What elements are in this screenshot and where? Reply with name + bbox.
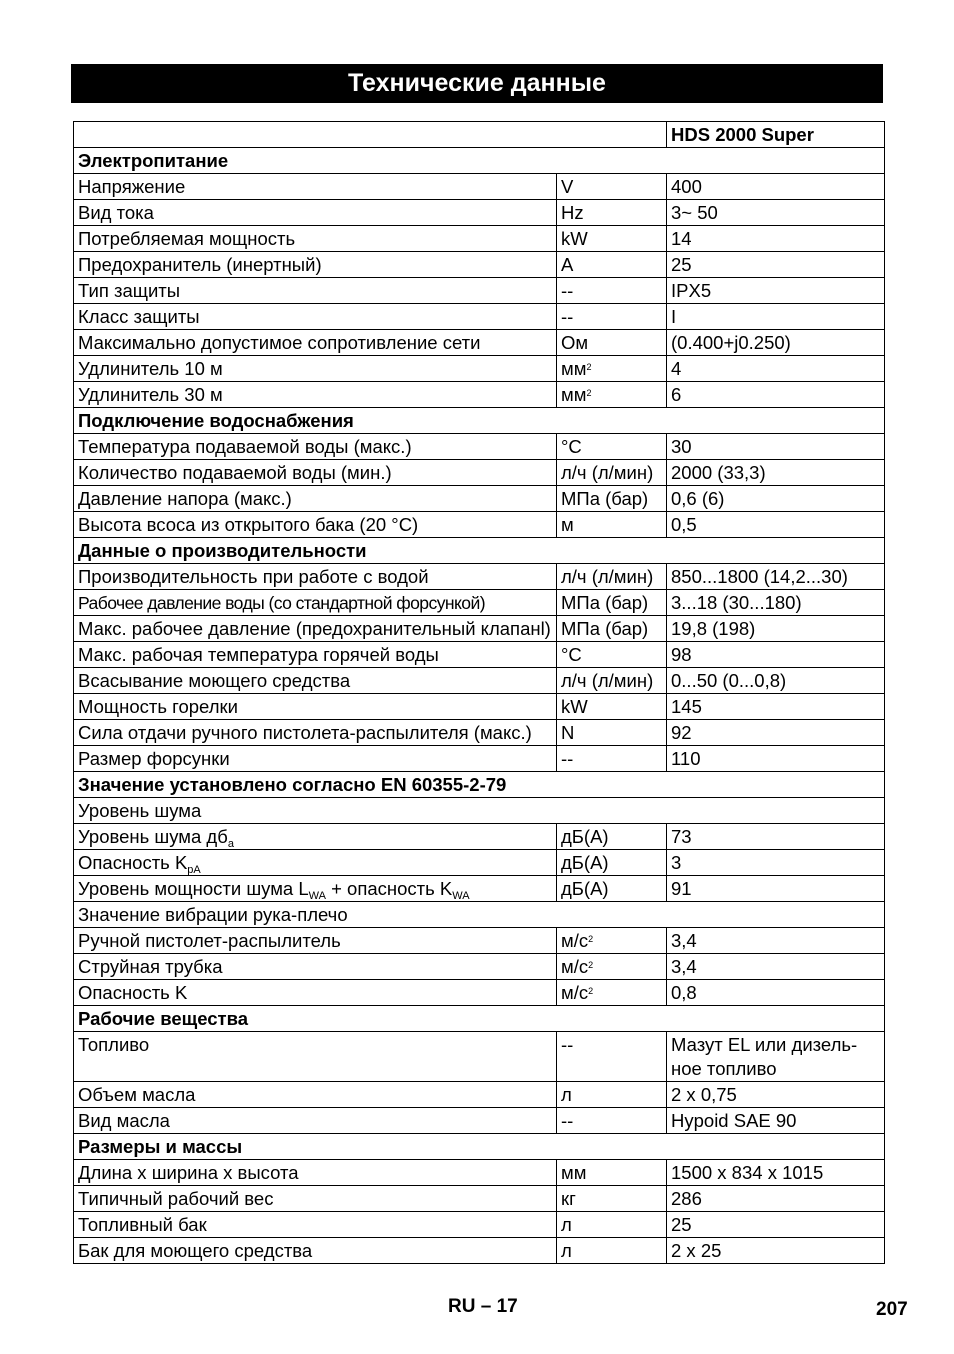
row-value: 73 [667, 824, 885, 850]
table-row [74, 1212, 885, 1238]
table-row [74, 200, 885, 226]
row-value: 0...50 (0...0,8) [667, 668, 885, 694]
row-value: IPX5 [667, 278, 885, 304]
row-label: Типичный рабочий вес [74, 1186, 557, 1212]
unit-superscript: 2 [588, 934, 594, 944]
unit-text: мм [561, 384, 587, 405]
section-row [74, 408, 885, 434]
row-value: 110 [667, 746, 885, 772]
table-row [74, 330, 885, 356]
row-unit: Ом [557, 330, 667, 356]
section-row [74, 148, 885, 174]
row-value: 14 [667, 226, 885, 252]
label-subscript: WA [308, 890, 326, 902]
row-unit: л/ч (л/мин) [557, 460, 667, 486]
row-value: 2 x 0,75 [667, 1082, 885, 1108]
row-value: (0.400+j0.250) [667, 330, 885, 356]
table-row [74, 278, 885, 304]
row-unit: л [557, 1212, 667, 1238]
table-row [74, 226, 885, 252]
row-label: Всасывание моющего средства [74, 668, 557, 694]
model-name: HDS 2000 Super [667, 122, 885, 148]
table-row [74, 434, 885, 460]
label-text: Уровень шума дб [78, 826, 228, 847]
row-label: Макс. рабочее давление (предохранительный клапанl) [74, 616, 557, 642]
section-noise: Значение установлено согласно EN 60355-2-79 [74, 772, 885, 798]
row-value: 2000 (33,3) [667, 460, 885, 486]
row-unit: -- [557, 1032, 667, 1082]
row-unit: кг [557, 1186, 667, 1212]
label-subscript: a [227, 838, 234, 850]
label-text: + опасность K [325, 878, 453, 899]
row-label: Высота всоса из открытого бака (20 °C) [74, 512, 557, 538]
row-unit [557, 356, 667, 382]
row-unit: л/ч (л/мин) [557, 668, 667, 694]
table-row [74, 1032, 885, 1082]
row-label: Производительность при работе с водой [74, 564, 557, 590]
table-row [74, 590, 885, 616]
row-unit [557, 928, 667, 954]
page-title-text: Технические данные [348, 69, 606, 97]
table-row [74, 876, 885, 902]
row-unit [557, 954, 667, 980]
row-unit [557, 980, 667, 1006]
row-label: Топливный бак [74, 1212, 557, 1238]
row-value: 19,8 (198) [667, 616, 885, 642]
subsection-row [74, 902, 885, 928]
row-unit: дБ(А) [557, 876, 667, 902]
label-text: Уровень мощности шума L [78, 878, 309, 899]
row-value: 0,8 [667, 980, 885, 1006]
row-label: Топливо [74, 1032, 557, 1082]
row-label: Длина x ширина x высота [74, 1160, 557, 1186]
section-water: Подключение водоснабжения [74, 408, 885, 434]
subsection-vibration: Значение вибрации рука-плечо [74, 902, 885, 928]
row-unit: МПа (бар) [557, 616, 667, 642]
row-unit: °C [557, 642, 667, 668]
row-value: 3~ 50 [667, 200, 885, 226]
section-power: Электропитание [74, 148, 885, 174]
row-value: 0,5 [667, 512, 885, 538]
subsection-noise-level: Уровень шума [74, 798, 885, 824]
label-subscript: WA [452, 890, 470, 902]
row-label: Тип защиты [74, 278, 557, 304]
table-row [74, 746, 885, 772]
table-row [74, 616, 885, 642]
table-row [74, 1108, 885, 1134]
table-row [74, 564, 885, 590]
table-row [74, 174, 885, 200]
table-row [74, 928, 885, 954]
unit-text: м/с [561, 930, 589, 951]
row-label: Потребляемая мощность [74, 226, 557, 252]
section-dimensions: Размеры и массы [74, 1134, 885, 1160]
row-label: Предохранитель (инертный) [74, 252, 557, 278]
row-label: Бак для моющего средства [74, 1238, 557, 1264]
row-label: Опасность K [74, 980, 557, 1006]
table-row [74, 460, 885, 486]
table-row [74, 1082, 885, 1108]
row-unit: -- [557, 278, 667, 304]
row-label: Давление напора (макс.) [74, 486, 557, 512]
row-unit: л/ч (л/мин) [557, 564, 667, 590]
table-row [74, 1186, 885, 1212]
row-value: 2 x 25 [667, 1238, 885, 1264]
row-unit [557, 382, 667, 408]
row-unit: Hz [557, 200, 667, 226]
row-label: Рабочее давление воды (со стандартной форсункой) [74, 590, 557, 616]
row-value: 400 [667, 174, 885, 200]
row-label: Сила отдачи ручного пистолета-распылителя (макс.) [74, 720, 557, 746]
row-value: Мазут EL или дизель-ное топливо [667, 1032, 885, 1082]
row-value: 25 [667, 252, 885, 278]
row-value: 1500 x 834 x 1015 [667, 1160, 885, 1186]
section-row [74, 538, 885, 564]
row-value: 6 [667, 382, 885, 408]
footer-page-number: 207 [876, 1299, 908, 1320]
label-text: Опасность K [78, 852, 188, 873]
section-substances: Рабочие вещества [74, 1006, 885, 1032]
row-value: 3,4 [667, 928, 885, 954]
row-label: Струйная трубка [74, 954, 557, 980]
header-empty-cell [74, 122, 667, 148]
row-value: Hypoid SAE 90 [667, 1108, 885, 1134]
row-unit: -- [557, 304, 667, 330]
row-value: 91 [667, 876, 885, 902]
row-label: Удлинитель 10 м [74, 356, 557, 382]
spec-table [73, 121, 885, 1264]
row-value: 145 [667, 694, 885, 720]
row-value: 0,6 (6) [667, 486, 885, 512]
row-label: Размер форсунки [74, 746, 557, 772]
row-unit: N [557, 720, 667, 746]
unit-superscript: 2 [588, 960, 594, 970]
row-unit: м [557, 512, 667, 538]
row-label: Объем масла [74, 1082, 557, 1108]
row-label: Вид масла [74, 1108, 557, 1134]
unit-superscript: 2 [588, 986, 594, 996]
row-label: Количество подаваемой воды (мин.) [74, 460, 557, 486]
table-row [74, 850, 885, 876]
row-label [74, 876, 557, 902]
table-row [74, 486, 885, 512]
row-label: Удлинитель 30 м [74, 382, 557, 408]
row-unit: дБ(А) [557, 824, 667, 850]
row-unit: V [557, 174, 667, 200]
row-label: Макс. рабочая температура горячей воды [74, 642, 557, 668]
row-label: Ручной пистолет-распылитель [74, 928, 557, 954]
section-row [74, 1134, 885, 1160]
row-unit: A [557, 252, 667, 278]
row-value: 4 [667, 356, 885, 382]
row-value: 286 [667, 1186, 885, 1212]
unit-superscript: 2 [586, 388, 592, 398]
table-row [74, 304, 885, 330]
label-subscript: pA [187, 864, 201, 876]
table-row [74, 1160, 885, 1186]
row-unit: -- [557, 1108, 667, 1134]
unit-text: м/с [561, 982, 589, 1003]
table-row [74, 954, 885, 980]
row-unit: kW [557, 226, 667, 252]
table-row [74, 980, 885, 1006]
table-row [74, 356, 885, 382]
row-value: 3 [667, 850, 885, 876]
footer-section-page: RU – 17 [448, 1296, 518, 1317]
subsection-row [74, 798, 885, 824]
row-label: Класс защиты [74, 304, 557, 330]
row-unit: МПа (бар) [557, 486, 667, 512]
row-unit: МПа (бар) [557, 590, 667, 616]
row-unit: л [557, 1238, 667, 1264]
row-value: 3...18 (30...180) [667, 590, 885, 616]
row-label [74, 824, 557, 850]
row-value: I [667, 304, 885, 330]
row-label [74, 850, 557, 876]
row-label: Напряжение [74, 174, 557, 200]
section-row [74, 772, 885, 798]
row-value: 850...1800 (14,2...30) [667, 564, 885, 590]
table-row [74, 642, 885, 668]
row-unit: л [557, 1082, 667, 1108]
table-row [74, 668, 885, 694]
table-row [74, 252, 885, 278]
row-unit: мм [557, 1160, 667, 1186]
row-value: 98 [667, 642, 885, 668]
row-unit: kW [557, 694, 667, 720]
row-unit: дБ(А) [557, 850, 667, 876]
row-label: Температура подаваемой воды (макс.) [74, 434, 557, 460]
row-label: Максимально допустимое сопротивление сети [74, 330, 557, 356]
section-row [74, 1006, 885, 1032]
row-label: Вид тока [74, 200, 557, 226]
row-unit: -- [557, 746, 667, 772]
table-row [74, 512, 885, 538]
page-title [71, 64, 883, 103]
table-row [74, 824, 885, 850]
table-row [74, 694, 885, 720]
table-row [74, 720, 885, 746]
row-value: 92 [667, 720, 885, 746]
unit-text: м/с [561, 956, 589, 977]
unit-superscript: 2 [586, 362, 592, 372]
table-row [74, 382, 885, 408]
table-header-row [74, 122, 885, 148]
row-value: 25 [667, 1212, 885, 1238]
unit-text: мм [561, 358, 587, 379]
row-value: 3,4 [667, 954, 885, 980]
row-value: 30 [667, 434, 885, 460]
row-unit: °C [557, 434, 667, 460]
table-row [74, 1238, 885, 1264]
row-label: Мощность горелки [74, 694, 557, 720]
section-performance: Данные о производительности [74, 538, 885, 564]
